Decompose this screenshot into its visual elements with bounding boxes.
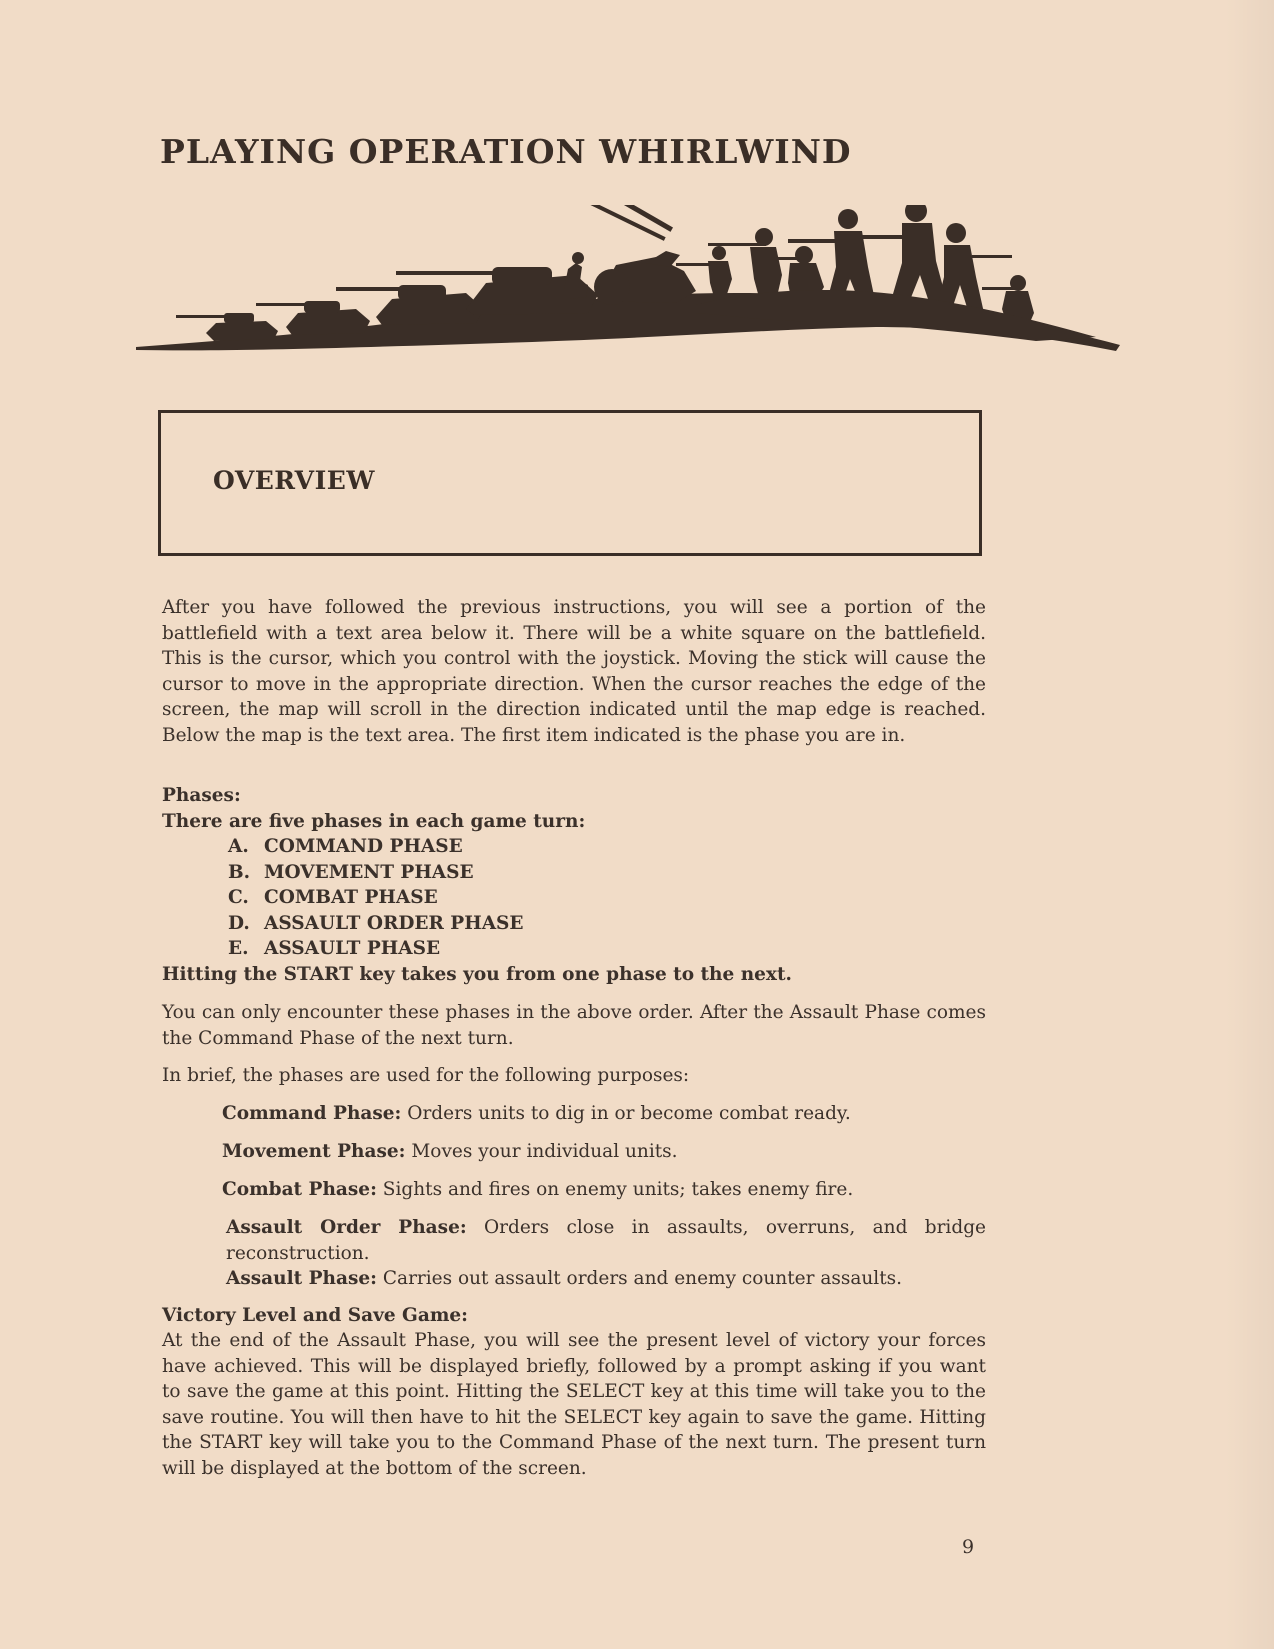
phase-name: ASSAULT ORDER PHASE <box>264 912 524 934</box>
list-item <box>162 885 986 911</box>
page-number: 9 <box>962 1536 975 1558</box>
purpose-movement <box>222 1139 986 1165</box>
phase-name: COMBAT PHASE <box>264 887 438 908</box>
list-item <box>162 936 986 962</box>
phase-letter: E. <box>228 938 249 959</box>
purpose-assault <box>226 1266 986 1292</box>
purpose-term: Command Phase: <box>222 1103 402 1124</box>
purpose-command <box>222 1101 986 1127</box>
purpose-desc: Sights and fires on enemy units; takes enemy fire. <box>376 1179 854 1200</box>
victory-paragraph: At the end of the Assault Phase, you will see the present level of victory your forces have achieved. This will be displayed briefly, followed by a prompt asking if you want to save the game at this point. Hitting the SELECT key at this time will take you to the save routine. You will then have to hit the SELECT key again to save the game. Hitting the START key will take you to the Command Phase of the next turn. The present turn will be displayed at the bottom of the screen. <box>162 1330 986 1479</box>
brief-paragraph: In brief, the phases are used for the following purposes: <box>162 1065 690 1086</box>
purpose-desc: Orders units to dig in or become combat ready. <box>401 1103 851 1124</box>
order-paragraph: You can only encounter these phases in the above order. After the Assault Phase comes the Command Phase of the next turn. <box>162 1002 986 1049</box>
phase-name: MOVEMENT PHASE <box>264 861 474 883</box>
phases-subheading: There are five phases in each game turn: <box>162 810 586 832</box>
purpose-term: Assault Order Phase: <box>226 1217 467 1238</box>
purpose-term: Movement Phase: <box>222 1141 406 1162</box>
phases-heading: Phases: <box>162 785 241 806</box>
intro-paragraph: After you have followed the previous instructions, you will see a portion of the battlefield with a text area below it. There will be a white square on the battlefield. This is the cursor, which you control with the joystick. Moving the stick will cause the cursor to move in the appropriate direction. When the cursor reaches the edge of the screen, the map will scroll in the direction indicated until the map edge is reached. Below the map is the text area. The first item indicated is the phase you are in. <box>162 597 986 746</box>
purpose-assault-order <box>226 1215 986 1266</box>
page-title: PLAYING OPERATION WHIRLWIND <box>160 132 852 171</box>
phases-footer: Hitting the START key takes you from one phase to the next. <box>162 963 792 985</box>
phase-letter: A. <box>228 836 249 857</box>
phase-letter: D. <box>228 912 250 934</box>
page-edge-shading <box>1226 0 1274 1649</box>
victory-heading: Victory Level and Save Game: <box>162 1305 468 1326</box>
purpose-desc: Carries out assault orders and enemy counter assaults. <box>377 1268 903 1289</box>
purpose-combat <box>222 1177 986 1203</box>
list-item <box>162 834 986 860</box>
phase-name: ASSAULT PHASE <box>264 938 441 959</box>
list-item <box>162 860 986 886</box>
purpose-term: Assault Phase: <box>226 1268 377 1289</box>
overview-heading: OVERVIEW <box>213 466 375 495</box>
purpose-desc: Orders close in assaults, overruns, and bridge reconstruction. <box>226 1217 986 1264</box>
phase-name: COMMAND PHASE <box>264 836 463 857</box>
battle-silhouette-icon <box>136 205 1120 365</box>
phases-section <box>162 783 986 987</box>
phase-letter: C. <box>228 887 249 908</box>
purpose-desc: Moves your individual units. <box>405 1141 678 1162</box>
list-item <box>162 911 986 937</box>
phase-letter: B. <box>228 861 251 883</box>
purpose-term: Combat Phase: <box>222 1179 377 1200</box>
